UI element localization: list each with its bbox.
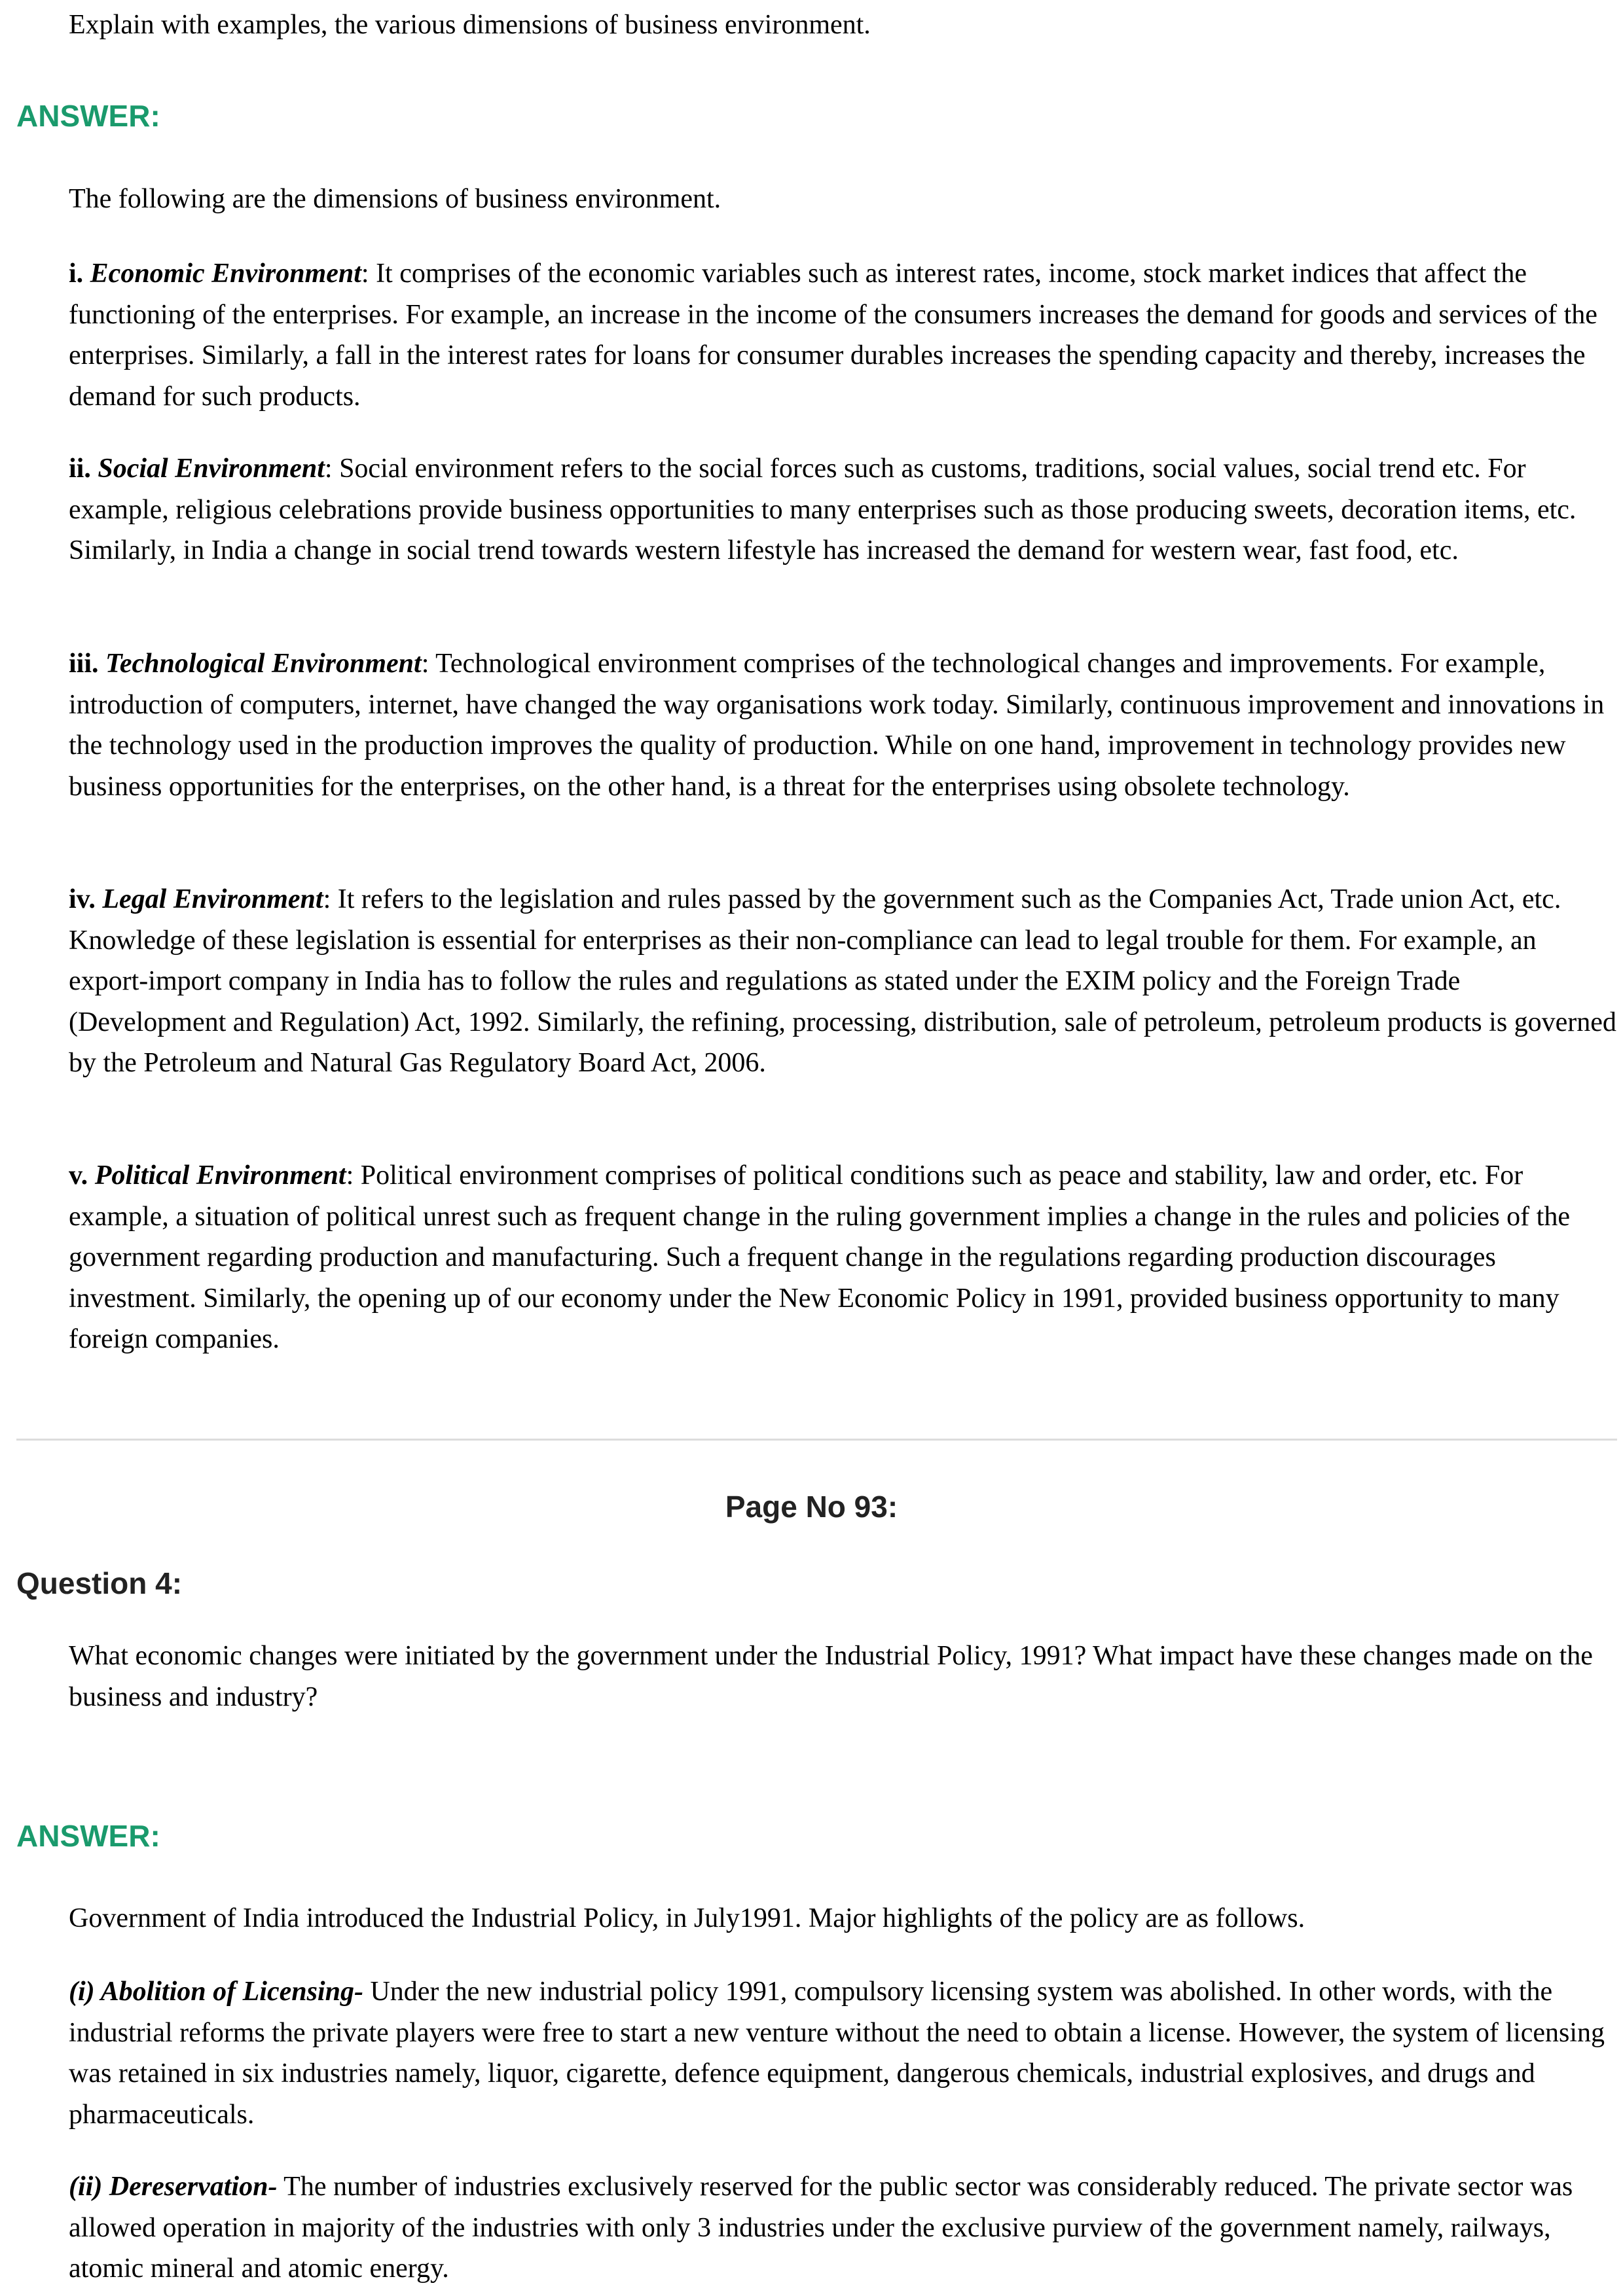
- item-term: Political Environment: [94, 1160, 346, 1191]
- page-number-heading: Page No 93:: [725, 1490, 898, 1524]
- item-separator: :: [346, 1160, 354, 1191]
- item-term: (i) Abolition of Licensing-: [69, 1977, 363, 2007]
- item-separator: :: [421, 649, 429, 679]
- question-prompt: What economic changes were initiated by the government under the Industrial Policy, 1991? What impact have these changes made on the business and industry?: [69, 1641, 1593, 1712]
- item-separator: :: [361, 259, 369, 289]
- answer-intro: Government of India introduced the Industrial Policy, in July1991. Major highlights of the policy are as follows.: [69, 1903, 1305, 1933]
- section-divider: [16, 1439, 1617, 1441]
- item-term: Legal Environment: [102, 884, 323, 914]
- item-text: It refers to the legislation and rules passed by the government such as the Companies Act, Trade union Act, etc. Knowledge of these legislation is essential for enterprises as their non-compliance can lead to legal trouble for them. For example, an export-import company in India has to follow the rules and regulations as stated under the EXIM policy and the Foreign Trade (Development and Regulation) Act, 1992. Similarly, the refining, processing, distribution, sale of petroleum, petroleum products is governed by the Petroleum and Natural Gas Regulatory Board Act, 2006.: [69, 884, 1616, 1078]
- answer-heading: ANSWER:: [16, 99, 160, 133]
- answer-intro: The following are the dimensions of business environment.: [69, 184, 721, 214]
- item-term: Social Environment: [98, 454, 325, 484]
- dimension-item-political: [69, 1155, 1617, 1360]
- policy-item-abolition-of-licensing: [69, 1971, 1617, 2135]
- item-separator: :: [324, 454, 333, 484]
- item-text: The number of industries exclusively reserved for the public sector was considerably reduced. The private sector was allowed operation in majority of the industries with only 3 industries under the exclusive purview of the government namely, railways, atomic mineral and atomic energy.: [69, 2172, 1573, 2284]
- dimension-item-legal: [69, 879, 1617, 1084]
- question-heading: Question 4:: [16, 1566, 183, 1600]
- item-text: Social environment refers to the social forces such as customs, traditions, social values, social trend etc. For example, religious celebrations provide business opportunities to many enterprises such as those producing sweets, decoration items, etc. Similarly, in India a change in social trend towards western lifestyle has increased the demand for western wear, fast food, etc.: [69, 454, 1577, 565]
- item-separator: :: [323, 884, 331, 914]
- item-number: iv.: [69, 884, 96, 914]
- item-number: ii.: [69, 454, 91, 484]
- item-text: Technological environment comprises of the technological changes and improvements. For example, introduction of computers, internet, have changed the way organisations work today. Similarly, continuous improvement and innovations in the technology used in the production improves the quality of production. While on one hand, improvement in technology provides new business opportunities for the enterprises, on the other hand, is a threat for the enterprises using obsolete technology.: [69, 649, 1605, 802]
- answer-heading: ANSWER:: [16, 1819, 160, 1853]
- item-number: v.: [69, 1160, 88, 1191]
- question-prompt: Explain with examples, the various dimensions of business environment.: [69, 10, 871, 40]
- item-text: Political environment comprises of political conditions such as peace and stability, law and order, etc. For example, a situation of political unrest such as frequent change in the ruling government implies a change in the rules and policies of the government regarding production and manufacturing. Such a frequent change in the regulations regarding production discourages investment. Similarly, the opening up of our economy under the New Economic Policy in 1991, provided business opportunity to many foreign companies.: [69, 1160, 1570, 1354]
- item-term: (ii) Dereservation-: [69, 2172, 278, 2202]
- item-number: i.: [69, 259, 84, 289]
- item-term: Technological Environment: [105, 649, 422, 679]
- dimension-item-social: [69, 448, 1617, 571]
- item-text: It comprises of the economic variables such as interest rates, income, stock market indices that affect the functioning of the enterprises. For example, an increase in the income of the consumers increases the demand for goods and services of the enterprises. Similarly, a fall in the interest rates for loans for consumer durables increases the spending capacity and thereby, increases the demand for such products.: [69, 259, 1597, 412]
- item-text: Under the new industrial policy 1991, compulsory licensing system was abolished. In other words, with the industrial reforms the private players were free to start a new venture without the need to obtain a license. However, the system of licensing was retained in six industries namely, liquor, cigarette, defence equipment, dangerous chemicals, industrial explosives, and drugs and pharmaceuticals.: [69, 1977, 1605, 2130]
- item-term: Economic Environment: [90, 259, 361, 289]
- page-marker-wrap: [0, 1489, 1623, 1524]
- item-number: iii.: [69, 649, 99, 679]
- dimension-item-technological: [69, 643, 1617, 807]
- policy-item-dereservation: [69, 2166, 1617, 2289]
- dimension-item-economic: [69, 253, 1617, 417]
